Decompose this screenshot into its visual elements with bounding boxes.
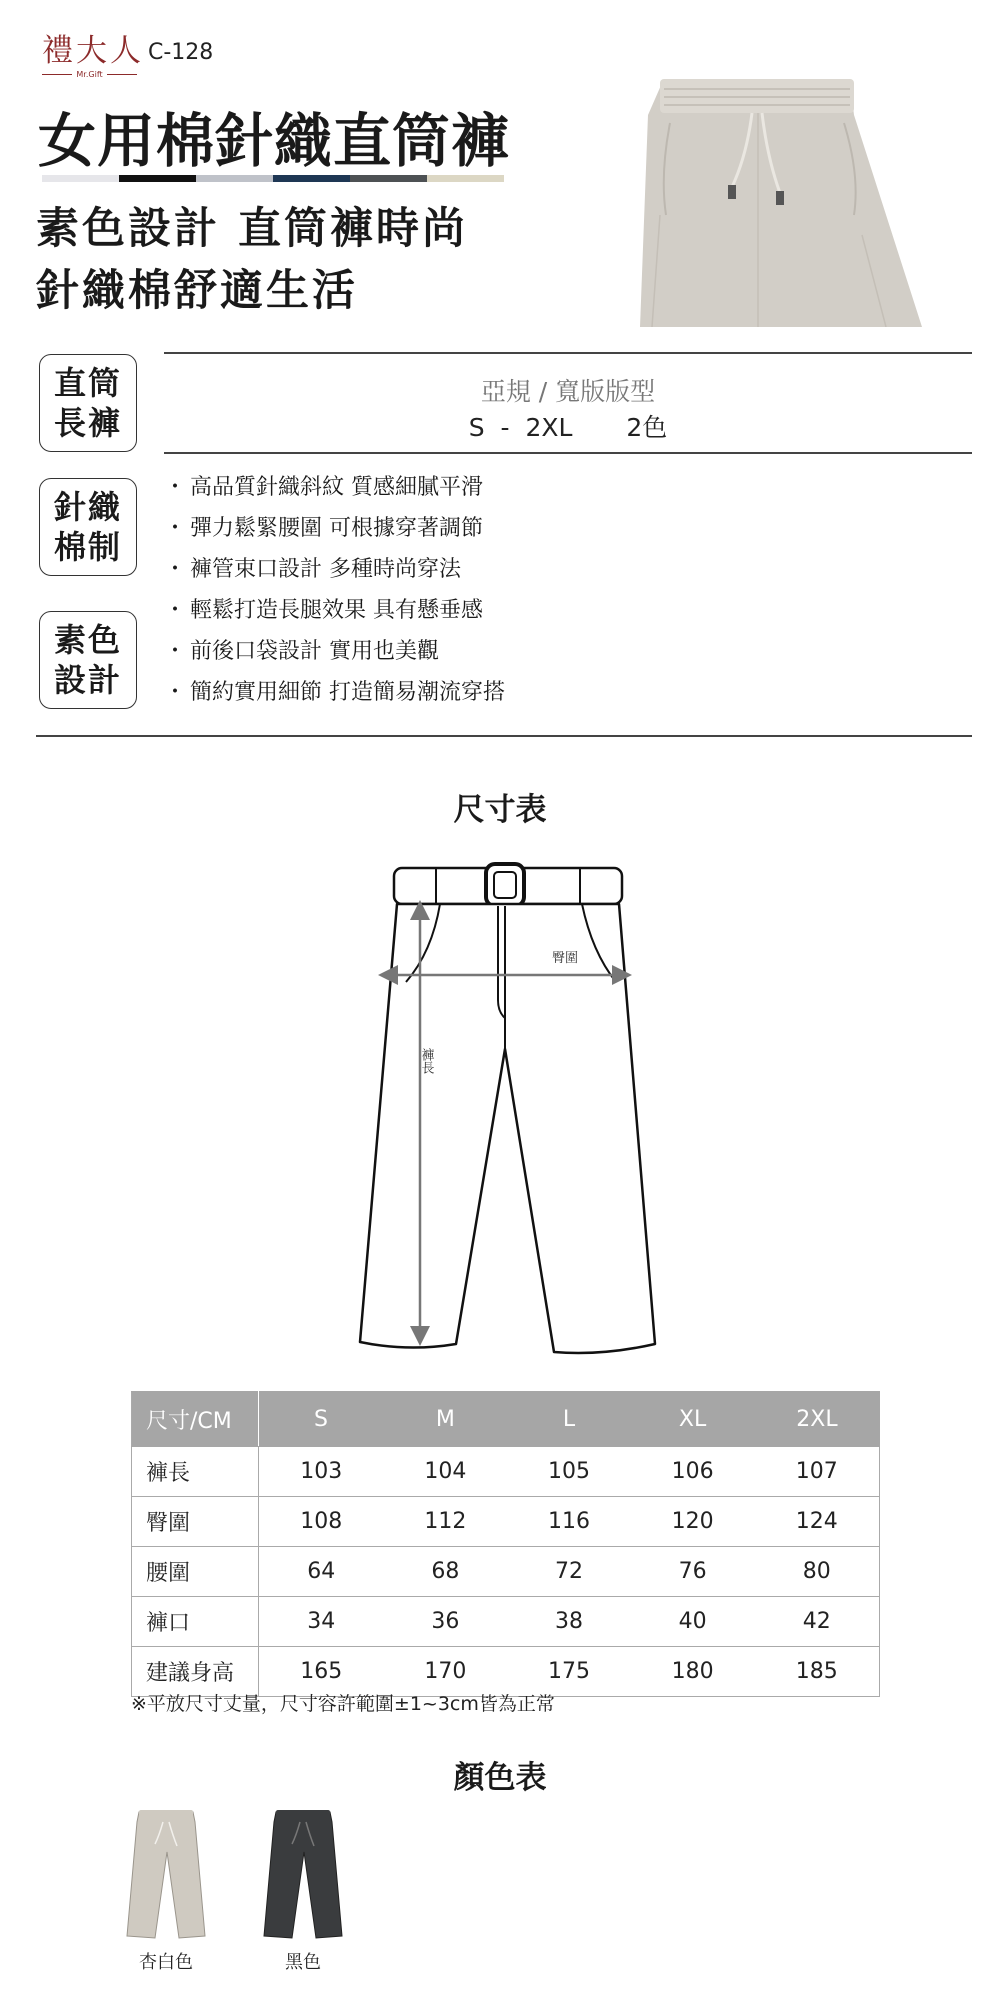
header-cell: S bbox=[259, 1392, 384, 1447]
table-cell: 165 bbox=[259, 1647, 384, 1697]
feature-text: 彈力鬆緊腰圍 可根據穿著調節 bbox=[190, 516, 483, 541]
badge-line: 直筒 bbox=[53, 364, 122, 402]
row-label: 褲長 bbox=[132, 1447, 259, 1497]
table-row bbox=[132, 1597, 880, 1647]
table-cell: 175 bbox=[507, 1647, 631, 1697]
color-strip bbox=[42, 175, 504, 182]
color-count: 2色 bbox=[626, 413, 668, 442]
hip-label: 臀圍 bbox=[552, 951, 579, 966]
table-cell: 170 bbox=[384, 1647, 508, 1697]
table-cell: 107 bbox=[754, 1447, 879, 1497]
color-option-apricot-white bbox=[116, 1808, 216, 1978]
row-label: 臀圍 bbox=[132, 1497, 259, 1547]
product-subtitle bbox=[36, 198, 468, 322]
length-label: 褲長 bbox=[418, 1048, 434, 1074]
pants-measurement-diagram bbox=[340, 852, 670, 1360]
feature-text: 前後口袋設計 實用也美觀 bbox=[190, 639, 439, 664]
brand-logo bbox=[42, 33, 144, 79]
color-chart-title: 顏色表 bbox=[453, 1760, 547, 1796]
badge-line: 素色 bbox=[53, 621, 122, 659]
color-name: 杏白色 bbox=[139, 1952, 193, 1973]
header-cell: M bbox=[384, 1392, 508, 1447]
row-label: 建議身高 bbox=[132, 1647, 259, 1697]
product-hero-image bbox=[640, 75, 922, 327]
feature-item: ・ 簡約實用細節 打造簡易潮流穿搭 bbox=[164, 680, 505, 705]
table-cell: 120 bbox=[631, 1497, 755, 1547]
table-cell: 80 bbox=[754, 1547, 879, 1597]
header-cell: XL bbox=[631, 1392, 755, 1447]
subtitle-line-2: 針織棉舒適生活 bbox=[36, 266, 358, 316]
brand-name-en: Mr.Gift bbox=[76, 70, 103, 79]
product-code: C-128 bbox=[148, 40, 214, 65]
header-cell: L bbox=[507, 1392, 631, 1447]
color-strip-segment bbox=[196, 175, 273, 182]
badge-plain-design bbox=[39, 611, 137, 709]
color-strip-segment bbox=[427, 175, 504, 182]
table-cell: 106 bbox=[631, 1447, 755, 1497]
table-cell: 185 bbox=[754, 1647, 879, 1697]
badge-line: 棉制 bbox=[53, 528, 122, 566]
subtitle-line-1: 素色設計 直筒褲時尚 bbox=[36, 204, 468, 254]
table-cell: 104 bbox=[384, 1447, 508, 1497]
color-option-black bbox=[253, 1808, 353, 1978]
badge-line: 針織 bbox=[53, 488, 122, 526]
divider bbox=[36, 735, 972, 737]
feature-text: 高品質針織斜紋 質感細膩平滑 bbox=[190, 475, 483, 500]
brand-name-en-row bbox=[42, 70, 137, 79]
table-cell: 64 bbox=[259, 1547, 384, 1597]
size-range: S - 2XL bbox=[468, 413, 573, 442]
size-chart-title: 尺寸表 bbox=[453, 792, 547, 828]
table-row bbox=[132, 1447, 880, 1497]
size-table bbox=[131, 1391, 880, 1697]
table-cell: 124 bbox=[754, 1497, 879, 1547]
feature-text: 褲管束口設計 多種時尚穿法 bbox=[190, 557, 461, 582]
table-row bbox=[132, 1547, 880, 1597]
table-cell: 38 bbox=[507, 1597, 631, 1647]
feature-item: ・ 褲管束口設計 多種時尚穿法 bbox=[164, 557, 461, 582]
swatch-fill bbox=[264, 1812, 342, 1938]
table-cell: 116 bbox=[507, 1497, 631, 1547]
feature-item: ・ 輕鬆打造長腿效果 具有懸垂感 bbox=[164, 598, 483, 623]
row-label: 腰圍 bbox=[132, 1547, 259, 1597]
header-cell: 2XL bbox=[754, 1392, 879, 1447]
size-table-header bbox=[132, 1392, 880, 1447]
table-cell: 72 bbox=[507, 1547, 631, 1597]
table-cell: 36 bbox=[384, 1597, 508, 1647]
badge-straight-pants bbox=[39, 354, 137, 452]
pants-swatch-image bbox=[125, 1808, 207, 1942]
badge-line: 長褲 bbox=[53, 404, 122, 442]
table-cell: 42 bbox=[754, 1597, 879, 1647]
fit-sizes bbox=[164, 408, 972, 444]
table-cell: 105 bbox=[507, 1447, 631, 1497]
fit-type: 亞規 / 寬版版型 bbox=[480, 377, 656, 406]
color-name: 黑色 bbox=[285, 1952, 321, 1973]
table-cell: 180 bbox=[631, 1647, 755, 1697]
color-strip-segment bbox=[42, 175, 119, 182]
table-cell: 40 bbox=[631, 1597, 755, 1647]
table-cell: 68 bbox=[384, 1547, 508, 1597]
swatch-waistband bbox=[276, 1810, 330, 1822]
divider bbox=[164, 352, 972, 354]
feature-list bbox=[164, 472, 505, 718]
feature-item: ・ 前後口袋設計 實用也美觀 bbox=[164, 639, 439, 664]
measurement-note: ※平放尺寸丈量，尺寸容許範圍±1~3cm皆為正常 bbox=[131, 1693, 555, 1715]
brand-name-cn: 禮大人 bbox=[42, 33, 144, 69]
pants-swatch-image bbox=[262, 1808, 344, 1942]
feature-text: 輕鬆打造長腿效果 具有懸垂感 bbox=[190, 598, 483, 623]
divider bbox=[164, 452, 972, 454]
badge-knit-cotton bbox=[39, 478, 137, 576]
color-strip-segment bbox=[273, 175, 350, 182]
table-row bbox=[132, 1497, 880, 1547]
product-title: 女用棉針織直筒褲 bbox=[38, 107, 511, 175]
swatch-fill bbox=[127, 1812, 205, 1938]
table-cell: 103 bbox=[259, 1447, 384, 1497]
row-label: 褲口 bbox=[132, 1597, 259, 1647]
color-strip-segment bbox=[119, 175, 196, 182]
feature-item: ・ 高品質針織斜紋 質感細膩平滑 bbox=[164, 475, 483, 500]
table-cell: 76 bbox=[631, 1547, 755, 1597]
swatch-waistband bbox=[139, 1810, 193, 1822]
table-cell: 108 bbox=[259, 1497, 384, 1547]
table-cell: 112 bbox=[384, 1497, 508, 1547]
feature-text: 簡約實用細節 打造簡易潮流穿搭 bbox=[190, 680, 505, 705]
color-strip-segment bbox=[350, 175, 427, 182]
header-cell: 尺寸/CM bbox=[132, 1392, 259, 1447]
table-cell: 34 bbox=[259, 1597, 384, 1647]
badge-line: 設計 bbox=[53, 661, 122, 699]
feature-item: ・ 彈力鬆緊腰圍 可根據穿著調節 bbox=[164, 516, 483, 541]
